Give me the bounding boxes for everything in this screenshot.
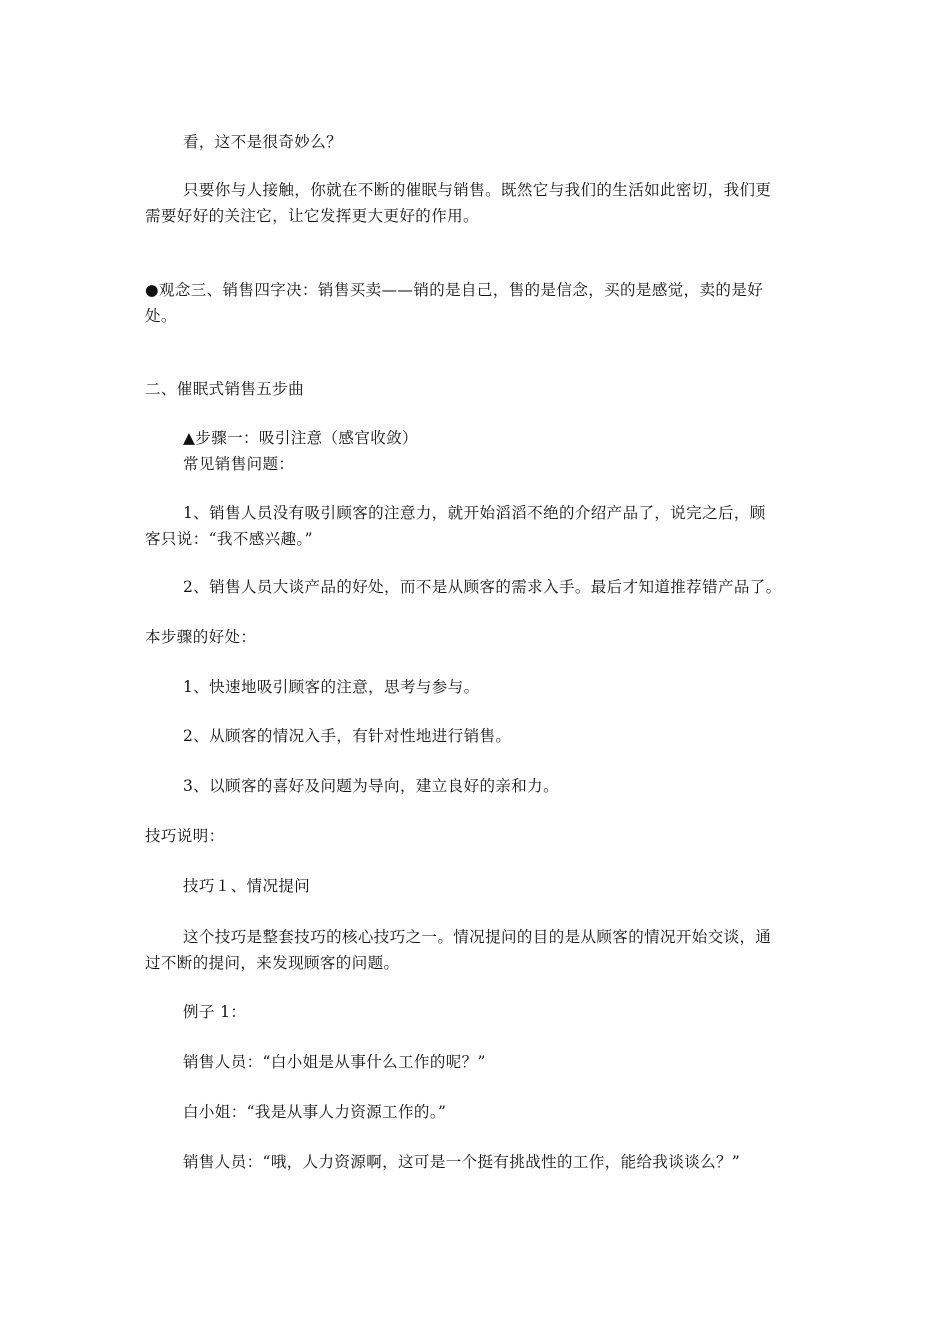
text-line: ●观念三、销售四字决：销售买卖——销的是自己，售的是信念，买的是感觉，卖的是好	[145, 281, 764, 299]
dialogue-line: 销售人员：“哦，人力资源啊，这可是一个挺有挑战性的工作，能给我谈谈么？”	[183, 1153, 741, 1171]
list-item: 3、以顾客的喜好及问题为导向，建立良好的亲和力。	[183, 777, 559, 795]
text-line: 看，这不是很奇妙么？	[183, 133, 343, 151]
text-line: 这个技巧是整套技巧的核心技巧之一。情况提问的目的是从顾客的情况开始交谈，通	[183, 928, 772, 946]
subheading: 技巧１、情况提问	[183, 877, 311, 895]
dialogue-line: 白小姐：“我是从事人力资源工作的。”	[183, 1103, 447, 1121]
text-line: 例子 1：	[183, 1003, 247, 1021]
list-item: 2、从顾客的情况入手，有针对性地进行销售。	[183, 727, 512, 745]
section-heading: 二、催眠式销售五步曲	[145, 380, 305, 398]
text-line: 处。	[145, 307, 177, 325]
text-line: 常见销售问题：	[183, 455, 295, 473]
text-line: 需要好好的关注它，让它发挥更大更好的作用。	[145, 207, 479, 225]
text-line: 只要你与人接触，你就在不断的催眠与销售。既然它与我们的生活如此密切，我们更	[183, 181, 772, 199]
text-line: 技巧说明：	[145, 827, 225, 845]
text-line: 本步骤的好处：	[145, 628, 257, 646]
text-line: 1、销售人员没有吸引顾客的注意力，就开始滔滔不绝的介绍产品了，说完之后，顾	[183, 504, 766, 522]
text-line: 2、销售人员大谈产品的好处，而不是从顾客的需求入手。最后才知道推荐错产品了。	[183, 578, 782, 596]
text-line: 客只说：“我不感兴趣。”	[145, 530, 313, 548]
dialogue-line: 销售人员：“白小姐是从事什么工作的呢？”	[183, 1053, 486, 1071]
text-line: 过不断的提问，来发现顾客的问题。	[145, 954, 400, 972]
list-item: 1、快速地吸引顾客的注意，思考与参与。	[183, 678, 480, 696]
step-heading: ▲步骤一：吸引注意（感官收敛）	[183, 429, 418, 447]
